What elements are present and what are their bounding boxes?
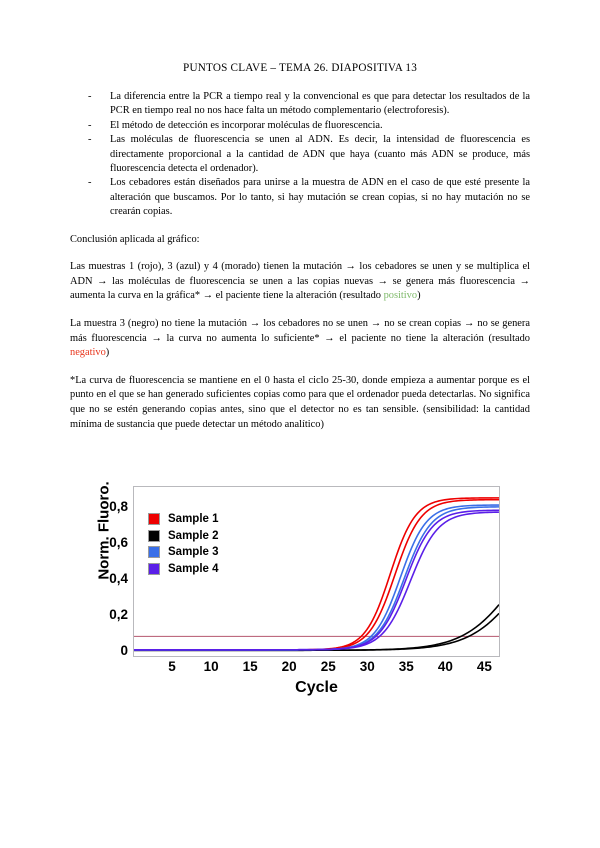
page-title: PUNTOS CLAVE – TEMA 26. DIAPOSITIVA 13 [183,62,417,74]
chart-x-tick-label: 45 [476,659,492,674]
paragraph-negative [70,317,530,361]
chart-legend-swatch [148,530,160,542]
chart-legend-swatch [148,513,160,525]
paragraph-positive-text: Las muestras 1 (rojo), 3 (azul) y 4 (morado) tienen la mutación → los cebadores se unen y se multiplica el ADN → las moléculas de fluorescencia se unen a las copias nuevas → se genera más fluorescencia → aumenta la curva en la gráfica* → el paciente tiene la alteración (resultado [70,261,530,302]
key-points-list [70,90,530,220]
chart-legend-label: Sample 3 [168,546,219,559]
chart-curve [134,613,499,650]
result-negative-highlight: negativo [70,347,106,359]
chart-legend-label: Sample 4 [168,562,219,575]
list-item-text: Los cebadores están diseñados para unirse a la muestra de ADN en el caso de que esté presente la alteración que buscamos. Por lo tanto, si hay mutación se crean copias, si no hay mutación no se crearán copias. [110,177,530,218]
chart-legend-item [148,544,268,561]
list-item [70,176,530,219]
chart-y-tick-label: 0,4 [109,570,128,586]
chart-legend-item [148,561,268,578]
list-item [70,119,530,133]
chart-x-axis-label: Cycle [295,679,338,696]
chart-x-tick-label: 10 [203,659,219,674]
chart-x-tick-label: 5 [168,659,176,674]
chart-x-tick-label: 40 [437,659,453,674]
list-item [70,90,530,119]
list-item [70,133,530,176]
chart-legend-swatch [148,546,160,558]
chart-x-tick-label: 30 [359,659,375,674]
chart-x-tick-label: 25 [320,659,336,674]
chart-y-axis-label: Norm. Fluoro. [95,481,113,580]
bullet-marker: - [88,119,92,131]
list-item-text: Las moléculas de fluorescencia se unen al ADN. Es decir, la intensidad de fluorescencia es directamente proporcional a la cantidad de ADN que haya (cuanto más ADN se produce, más fluorescencia detecta el ordenador). [110,134,530,175]
chart-x-tick-label: 20 [281,659,297,674]
chart-y-tick-label: 0,8 [109,498,128,514]
list-item-text: El método de detección es incorporar moléculas de fluorescencia. [110,119,383,131]
bullet-marker: - [88,134,92,146]
chart-x-tick-label: 35 [398,659,414,674]
chart-legend-item [148,528,268,545]
chart-curve [134,605,499,651]
chart-legend-label: Sample 1 [168,513,219,526]
amplification-chart [78,481,518,726]
chart-x-tick-label: 15 [242,659,258,674]
paragraph-positive [70,260,530,304]
paragraph-footnote: *La curva de fluorescencia se mantiene en el 0 hasta el ciclo 25-30, donde empieza a aumentar porque es el punto en el que se han generado suficientes copias como para que el ordenador pueda detectarlas. No significa que no se estén generando copias antes, sino que el detector no es tan sensible. (sensibilidad: la cantidad mínima de sustancia que puede detectar un método analítico) [70,374,530,430]
bullet-marker: - [88,91,92,102]
paragraph-negative-tail: ) [105,347,110,359]
document-body [70,62,530,432]
chart-legend [148,511,268,577]
chart-y-tick-label: 0,6 [109,534,128,550]
paragraph-negative-text: La muestra 3 (negro) no tiene la mutación → los cebadores no se unen → no se crean copias → no se genera más fluorescencia → la curva no aumenta lo suficiente* → el paciente no tiene la alteración (resultado [70,318,530,344]
chart-legend-swatch [148,563,160,575]
result-positive-highlight: positivo [383,290,418,302]
conclusion-heading: Conclusión aplicada al gráfico: [70,233,200,245]
bullet-marker: - [88,177,92,189]
chart-y-tick-label: 0 [120,642,128,658]
chart-legend-item [148,511,268,528]
list-item-text: La diferencia entre la PCR a tiempo real y la convencional es que para detectar los resultados de la PCR en tiempo real no nos hace falta un método complementario (electroforesis). [110,91,530,117]
chart-x-axis-ticks [133,659,500,679]
chart-y-axis-ticks [88,486,128,657]
paragraph-positive-tail: ) [417,290,421,302]
chart-legend-label: Sample 2 [168,529,219,542]
chart-y-tick-label: 0,2 [109,606,128,622]
